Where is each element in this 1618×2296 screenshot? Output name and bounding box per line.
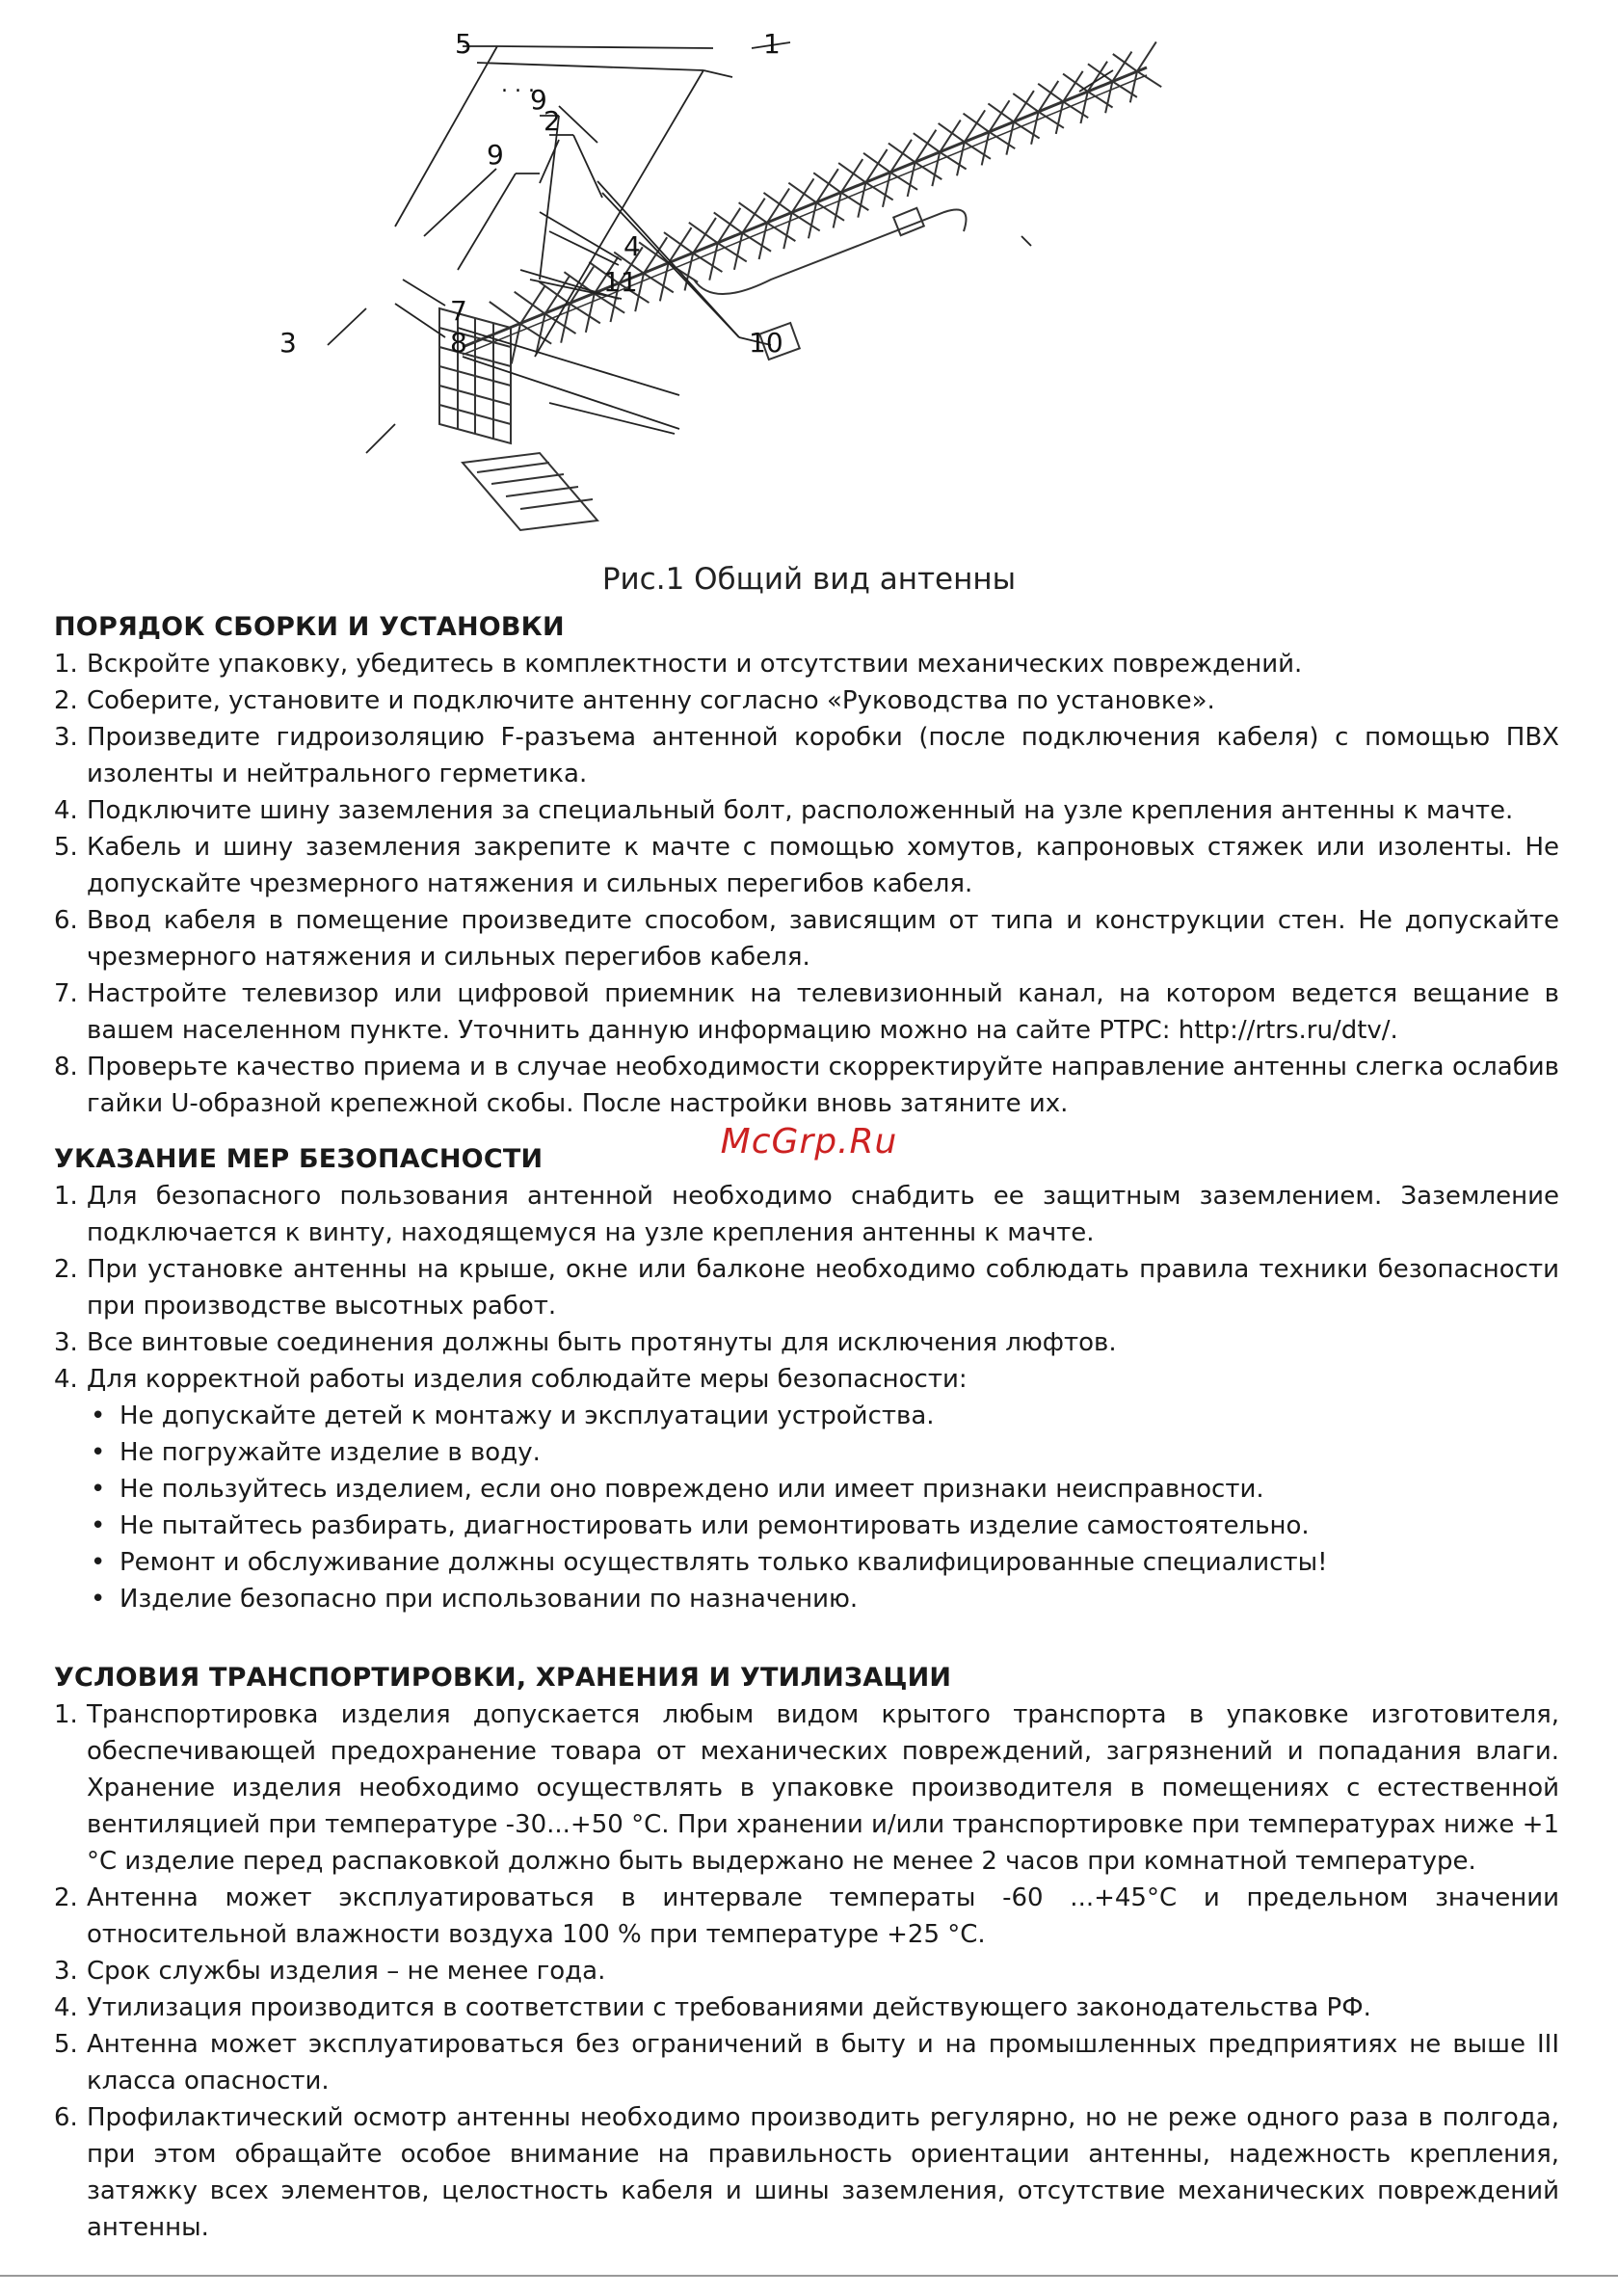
safety-list: [54, 1178, 1559, 1398]
figure-label-3: 3: [279, 327, 297, 359]
manual-content: [54, 609, 1559, 2246]
figure-label-11: 11: [603, 266, 638, 298]
figure-label-2: 2: [544, 105, 561, 137]
section-title-assembly: ПОРЯДОК СБОРКИ И УСТАНОВКИ: [54, 612, 565, 642]
figure-caption: Рис.1 Общий вид антенны: [601, 562, 1017, 597]
list-item: 2. При установке антенны на крыше, окне или балконе необходимо соблюдать правила техники безопасности при производстве высотных работ.: [54, 1255, 1559, 1321]
figure-label-9-lower: 9: [487, 139, 504, 171]
list-item: 1. Транспортировка изделия допускается любым видом крытого транспорта в упаковке изготовителя, обеспечивающей предохранение товара от механических повреждений, загрязнений и попадания влаги. Хранение изделия необходимо осуществлять в упаковке производителя в помещениях с естественной вентиляцией при температуре -30...+50 °С. При хранении и/или транспортировке при температурах ниже +1 °С изделие перед распаковкой должно быть выдержано не менее 2 часов при комнатной температуре.: [54, 1700, 1559, 1876]
figure-label-5: 5: [455, 28, 472, 60]
list-item: 3. Срок службы изделия – не менее года.: [54, 1957, 606, 1986]
list-item: 1. Для безопасного пользования антенной необходимо снабдить ее защитным заземлением. Заземление подключается к винту, находящемуся на узле крепления антенны к мачте.: [54, 1182, 1559, 1247]
list-item: 4. Для корректной работы изделия соблюдайте меры безопасности:: [54, 1365, 968, 1394]
figure-label-1: 1: [763, 28, 781, 60]
antenna-director: [1137, 41, 1161, 87]
antenna-director: [1039, 81, 1064, 128]
figure-dots: . . .: [501, 73, 535, 97]
bullet-item: • Не пользуйтесь изделием, если оно повреждено или имеет признаки неисправности.: [54, 1471, 1559, 1508]
bullet-item: • Не погружайте изделие в воду.: [54, 1434, 1559, 1471]
figure-label-10: 10: [749, 327, 783, 359]
list-item: 7. Настройте телевизор или цифровой приемник на телевизионный канал, на котором ведется вещание в вашем населенном пункте. Уточнить данную информацию можно на сайте РТРС: http://rtrs.ru/dtv/.: [54, 979, 1559, 1045]
bottom-rule: [0, 2275, 1618, 2277]
bullet-item: • Ремонт и обслуживание должны осуществлять только квалифицированные специалисты!: [54, 1544, 1559, 1581]
assembly-list: [54, 646, 1559, 1122]
list-item: 3. Все винтовые соединения должны быть протянуты для исключения люфтов.: [54, 1328, 1117, 1357]
figure-label-7: 7: [450, 295, 467, 327]
transport-list: [54, 1696, 1559, 2246]
list-item: 4. Подключите шину заземления за специальный болт, расположенный на узле крепления антенны к мачте.: [54, 796, 1514, 825]
list-item: 6. Ввод кабеля в помещение произведите способом, зависящим от типа и конструкции стен. Не допускайте чрезмерного натяжения и сильных перегибов кабеля.: [54, 906, 1559, 972]
antenna-drawing: [279, 28, 1195, 549]
figure-label-9-upper: 9: [530, 84, 547, 116]
antenna-figure: [279, 28, 1195, 549]
section-title-transport: УСЛОВИЯ ТРАНСПОРТИРОВКИ, ХРАНЕНИЯ И УТИЛИЗАЦИИ: [54, 1663, 952, 1693]
section-title-safety: УКАЗАНИЕ МЕР БЕЗОПАСНОСТИ: [54, 1144, 544, 1174]
list-item: 4. Утилизация производится в соответствии с требованиями действующего законодательства РФ.: [54, 1993, 1371, 2022]
list-item: 2. Соберите, установите и подключите антенну согласно «Руководства по установке».: [54, 686, 1215, 715]
figure-label-8: 8: [450, 327, 467, 359]
figure-label-4: 4: [623, 230, 641, 262]
bullet-item: • Изделие безопасно при использовании по назначению.: [54, 1581, 1559, 1617]
list-item: 5. Кабель и шину заземления закрепите к мачте с помощью хомутов, капроновых стяжек или изоленты. Не допускайте чрезмерного натяжения и сильных перегибов кабеля.: [54, 833, 1559, 898]
list-item: 3. Произведите гидроизоляцию F-разъема антенной коробки (после подключения кабеля) с помощью ПВХ изоленты и нейтрального герметика.: [54, 723, 1559, 788]
list-item: 5. Антенна может эксплуатироваться без ограничений в быту и на промышленных предприятиях не выше III класса опасности.: [54, 2030, 1559, 2096]
safety-bullets: [54, 1398, 1559, 1617]
list-item: 2. Антенна может эксплуатироваться в интервале температы -60 ...+45°С и предельном значении относительной влажности воздуха 100 % при температуре +25 °С.: [54, 1883, 1559, 1949]
list-item: 6. Профилактический осмотр антенны необходимо производить регулярно, но не реже одного раза в полгода, при этом обращайте особое внимание на правильность ориентации антенны, надежность крепления, затяжку всех элементов, целостность кабеля и шины заземления, отсутствие механических повреждений антенны.: [54, 2103, 1559, 2242]
watermark: McGrp.Ru: [720, 1122, 898, 1161]
bullet-item: • Не пытайтесь разбирать, диагностировать или ремонтировать изделие самостоятельно.: [54, 1508, 1559, 1544]
list-item: 8. Проверьте качество приема и в случае необходимости скорректируйте направление антенны слегка ослабив гайки U-образной крепежной скобы. После настройки вновь затяните их.: [54, 1053, 1559, 1118]
list-item: 1. Вскройте упаковку, убедитесь в комплектности и отсутствии механических повреждений.: [54, 650, 1303, 679]
bullet-item: • Не допускайте детей к монтажу и эксплуатации устройства.: [54, 1398, 1559, 1434]
